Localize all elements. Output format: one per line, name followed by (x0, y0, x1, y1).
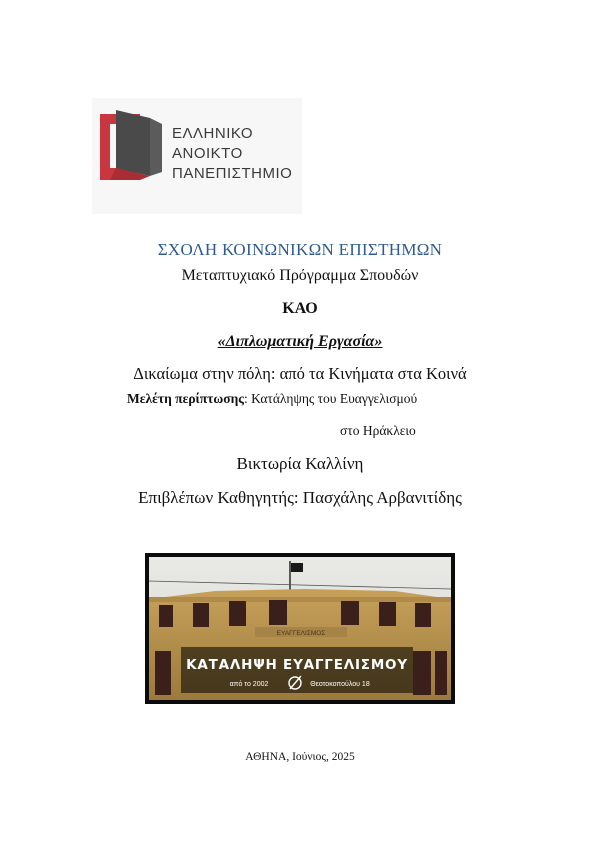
banner-sub-right: Θεοτοκοπούλου 18 (310, 681, 370, 688)
logo-line-2: ΑΝΟΙΚΤΟ (172, 145, 243, 162)
program-name: Μεταπτυχιακό Πρόγραμμα Σπουδών (181, 267, 419, 284)
eap-logo-icon (100, 110, 166, 184)
building-photo-image (145, 553, 455, 704)
document-type: «Διπλωματική Εργασία» (217, 333, 383, 350)
cover-photo (145, 553, 455, 704)
case-study-line-2: στο Ηράκλειο (340, 423, 416, 438)
banner-sub-left: από το 2002 (229, 681, 269, 688)
case-study-label: Μελέτη περίπτωσης (127, 391, 244, 406)
university-logo (92, 98, 302, 214)
case-study-text: : Κατάληψης του Ευαγγελισμού (243, 391, 418, 406)
program-code: ΚΑΟ (282, 300, 318, 317)
logo-line-3: ΠΑΝΕΠΙΣΤΗΜΙΟ (172, 165, 293, 182)
banner-title: ΚΑΤΑΛΗΨΗ ΕΥΑΓΓΕΛΙΣΜΟΥ (186, 657, 408, 673)
school-name: ΣΧΟΛΗ ΚΟΙΝΩΝΙΚΩΝ ΕΠΙΣΤΗΜΩΝ (157, 240, 443, 259)
author-name: Βικτωρία Καλλίνη (236, 454, 364, 473)
thesis-title: Δικαίωμα στην πόλη: από τα Κινήματα στα Κοινά (133, 364, 467, 383)
logo-line-1: ΕΛΛΗΝΙΚΟ (172, 125, 254, 142)
logo-text (172, 124, 292, 184)
supervisor: Επιβλέπων Καθηγητής: Πασχάλης Αρβανιτίδης (138, 488, 462, 507)
case-study-line-1 (127, 391, 417, 407)
building-sign: ΕΥΑΓΓΕΛΙΣΜΟΣ (276, 630, 326, 637)
footer-date: ΑΘΗΝΑ, Ιούνιος, 2025 (245, 751, 355, 763)
